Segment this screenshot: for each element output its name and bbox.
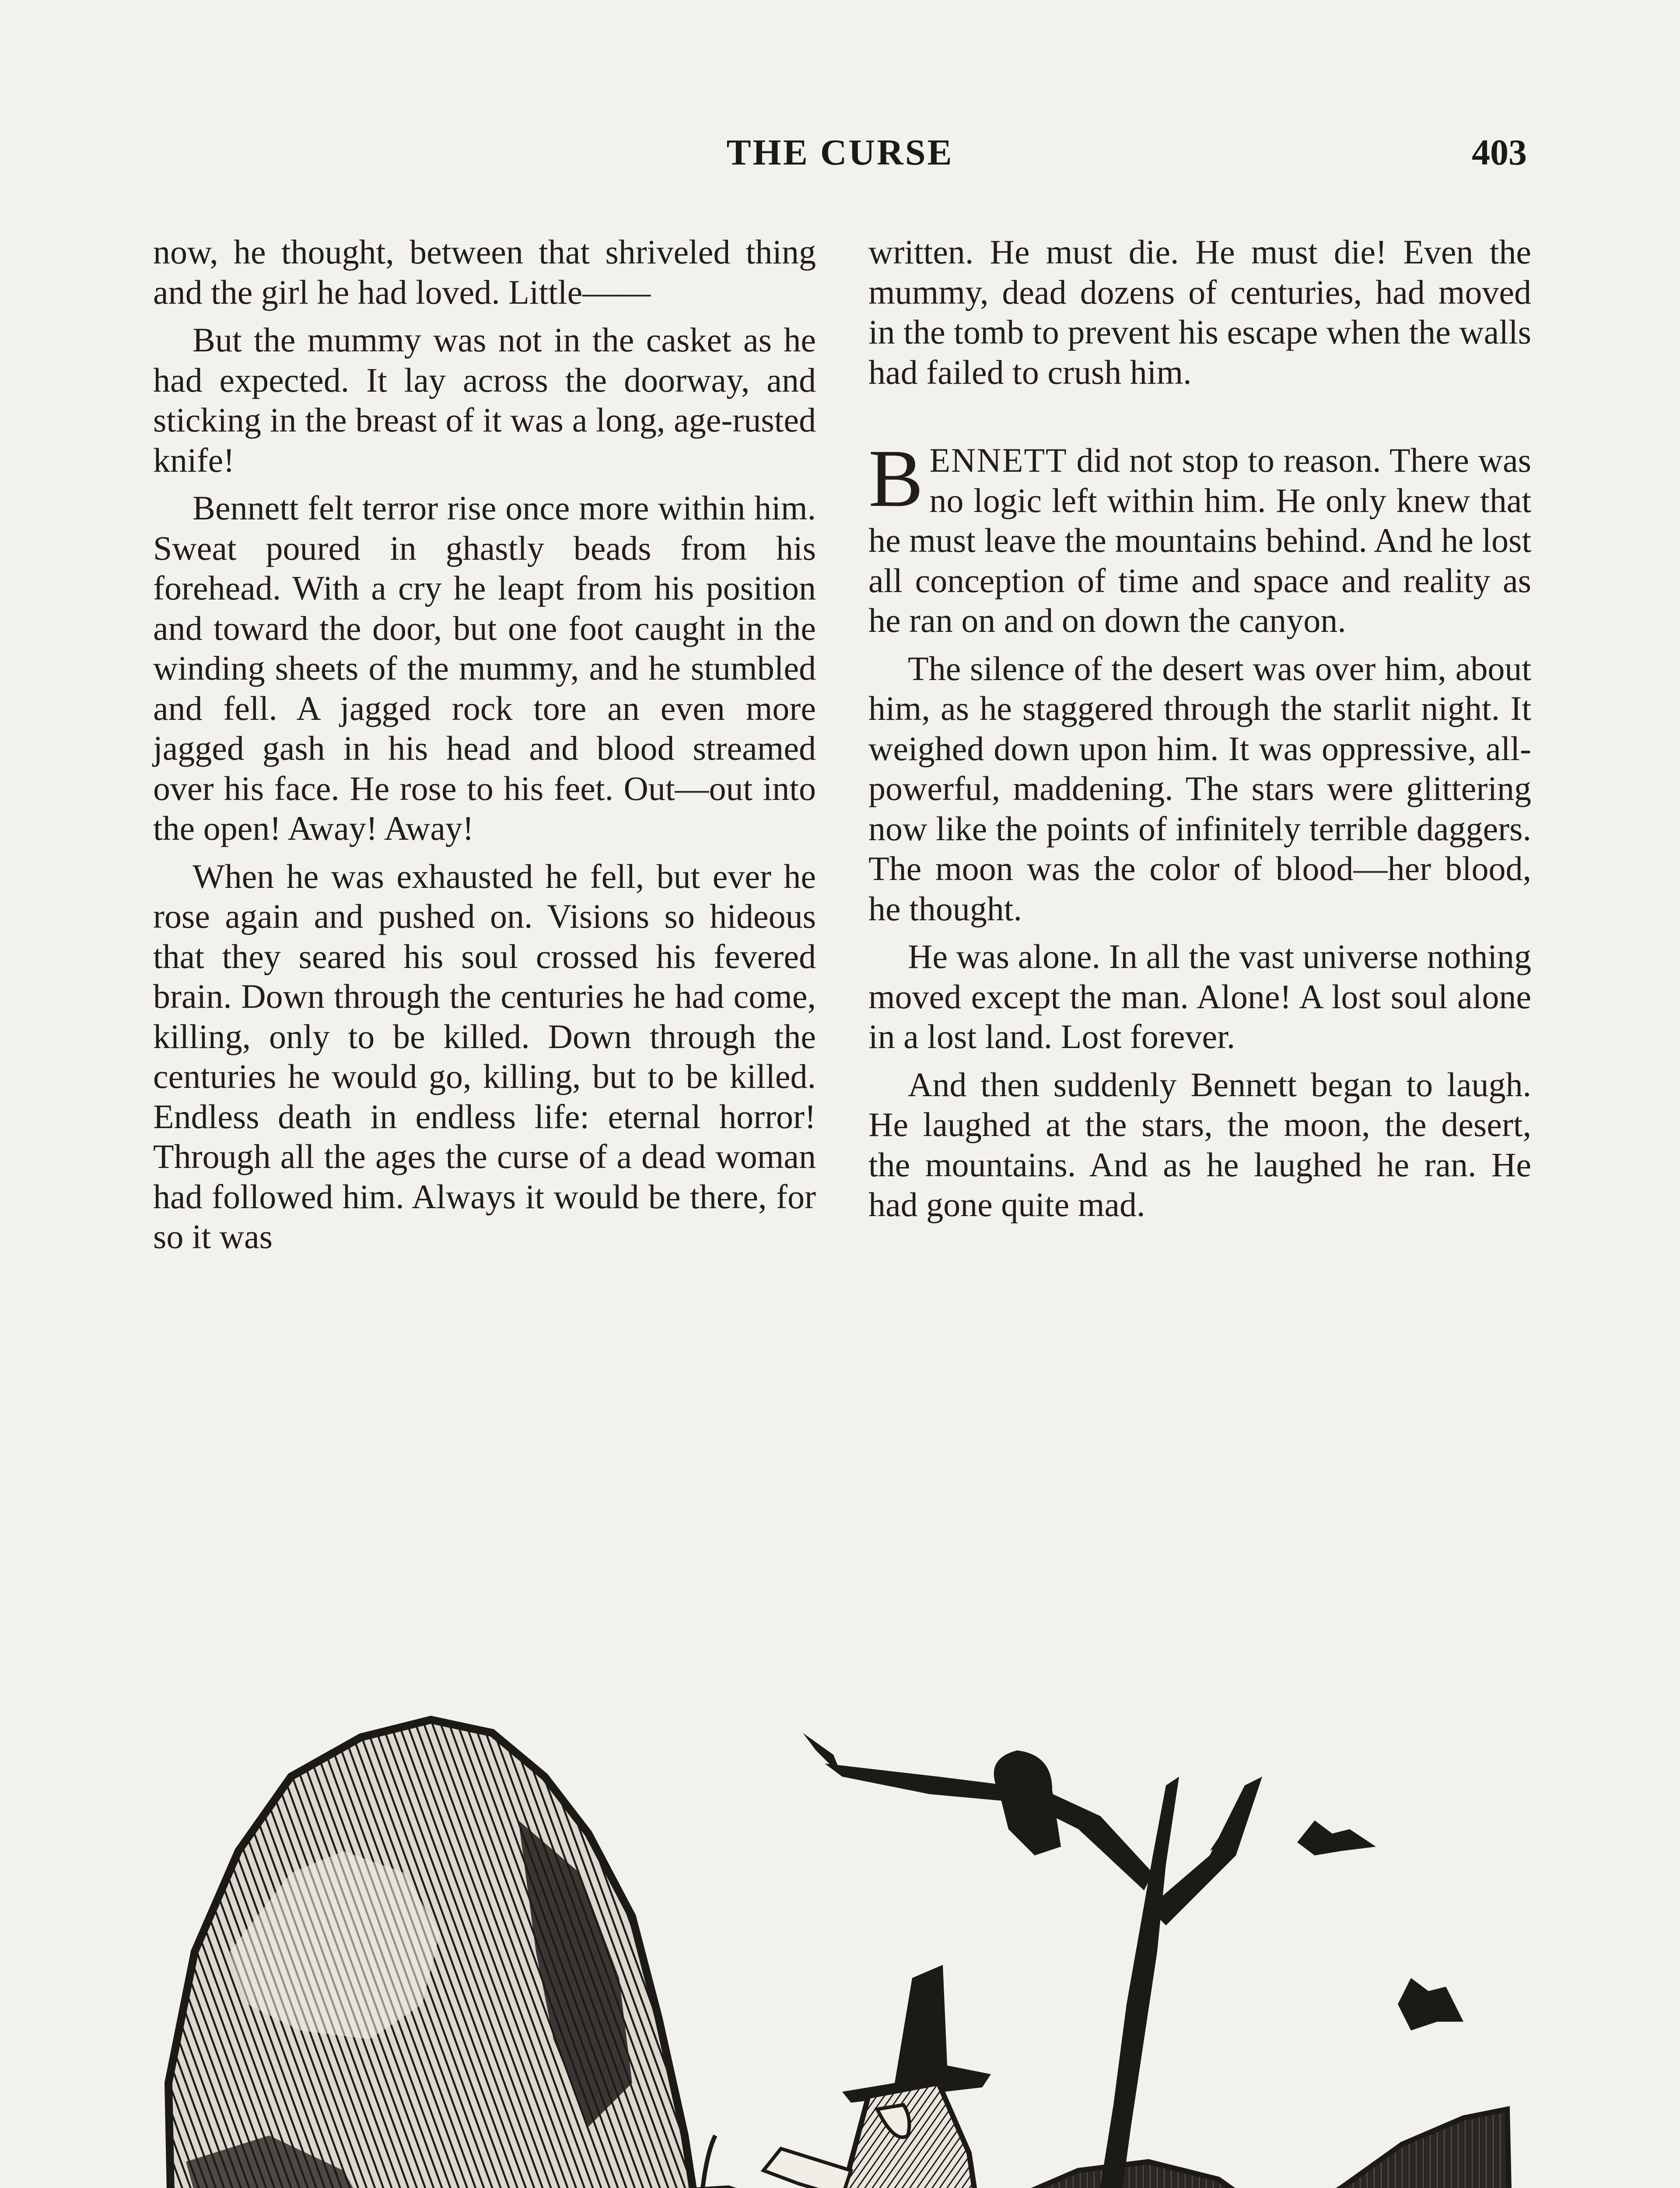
section-text: did not stop to reason. There was no logic left within him. He only knew that he must leave the mountains behind. And he lost all conception of time and space and reality as he ran on and on down the canyon. [868, 441, 1531, 639]
running-title: THE CURSE [726, 132, 954, 173]
paragraph: The silence of the desert was over him, about him, as he staggered through the starlit night. It weighed down upon him. It was oppressive, all-powerful, maddening. The stars were glittering now like the points of infinitely terrible daggers. The moon was the color of blood—her blood, he thought. [868, 649, 1531, 928]
flying-witch-shape [1398, 1978, 1463, 2030]
witch-hat-shape [842, 1965, 991, 2103]
paragraph: now, he thought, between that shriveled thing and the girl he had loved. Little—— [153, 233, 816, 311]
right-column [868, 232, 1531, 1233]
running-head [153, 131, 1527, 184]
drop-cap: B [868, 432, 924, 524]
page-number: 403 [1472, 132, 1527, 173]
hills-shape [991, 2109, 1512, 2188]
woodcut-drawing [160, 1645, 1525, 2188]
paragraph: written. He must die. He must die! Even the mummy, dead dozens of centuries, had moved in the tomb to prevent his escape when the walls had failed to crush him. [868, 233, 1531, 391]
small-caps-word: ENNETT [929, 441, 1068, 479]
left-column [153, 232, 816, 1265]
witch-illustration [160, 1645, 1525, 2188]
paragraph: But the mummy was not in the casket as he had expected. It lay across the doorway, and sticking in the breast of it was a long, age-rusted knife! [153, 321, 816, 479]
section-opening-paragraph [868, 432, 1531, 641]
paragraph: He was alone. In all the vast universe nothing moved except the man. Alone! A lost soul alone in a lost land. Lost forever. [868, 937, 1531, 1055]
flying-witch-shape [1297, 1820, 1376, 1855]
paragraph: When he was exhausted he fell, but ever he rose again and pushed on. Visions so hideous that they seared his soul crossed his fevered brain. Down through the centuries he had come, killing, only to be killed. Down through the centuries he would go, killing, but to be killed. Endless death in endless life: eternal horror! Through all the ages the curse of a dead woman had followed him. Always it would be there, for so it was [153, 857, 816, 1255]
paragraph: Bennett felt terror rise once more within him. Sweat poured in ghastly beads from his forehead. With a cry he leapt from his position and toward the door, but one foot caught in the winding sheets of the mummy, and he stumbled and fell. A jagged rock tore an even more jagged gash in his head and blood streamed over his face. He rose to his feet. Out—out into the open! Away! Away! [153, 489, 816, 847]
raven-shape [994, 1750, 1061, 1855]
paragraph: And then suddenly Bennett began to laugh. He laughed at the stars, the moon, the desert, the mountains. And as he laughed he ran. He had gone quite mad. [868, 1065, 1531, 1224]
